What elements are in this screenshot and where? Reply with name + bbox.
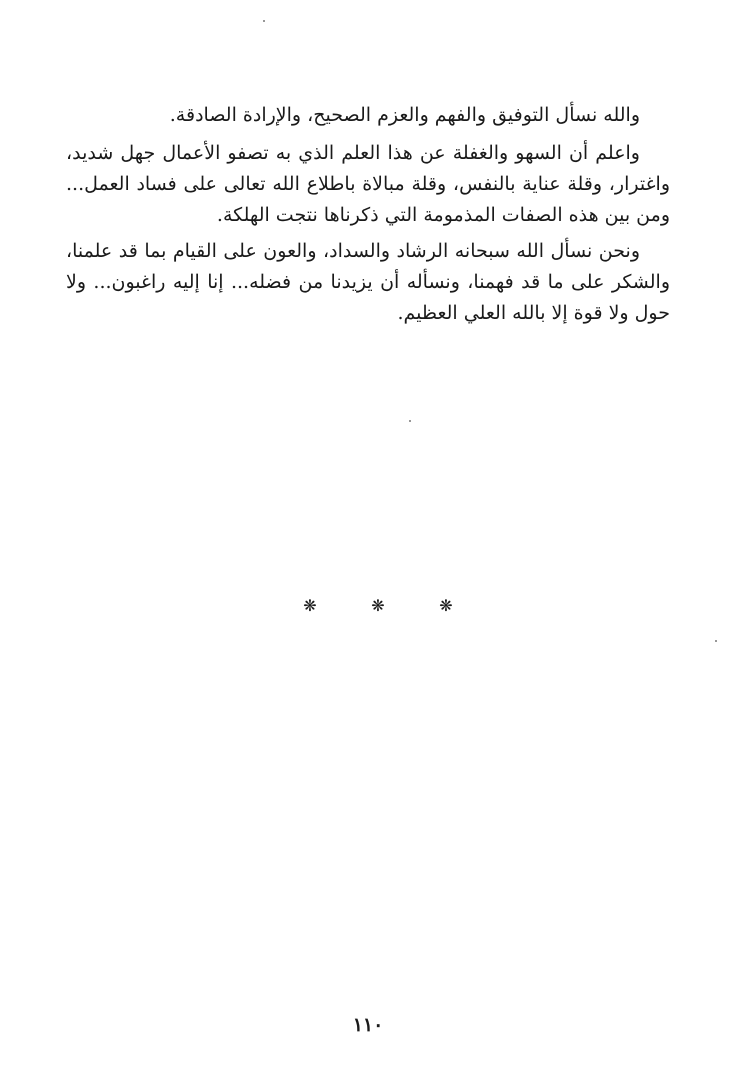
section-separator (300, 596, 456, 615)
scan-speck (715, 640, 717, 642)
paragraph-1: والله نسأل التوفيق والفهم والعزم الصحيح، والإرادة الصادقة. (169, 104, 640, 126)
paragraph-2-block (66, 138, 670, 231)
separator-star-3: ❋ (303, 596, 317, 615)
paragraph-1-block (66, 100, 670, 131)
separator-star-2: ❋ (371, 596, 385, 615)
paragraph-3-block (66, 236, 670, 329)
page-number: ١١٠ (352, 1014, 384, 1036)
paragraph-3: ونحن نسأل الله سبحانه الرشاد والسداد، والعون على القيام بما قد علمنا، والشكر على ما قد فهمنا، ونسأله أن يزيدنا من فضله... إنا إليه راغبون... ولا حول ولا قوة إلا بالله العلي العظيم. (66, 240, 670, 324)
paragraph-2: واعلم أن السهو والغفلة عن هذا العلم الذي به تصفو الأعمال جهل شديد، واغترار، وقلة عناية بالنفس، وقلة مبالاة باطلاع الله تعالى على فساد العمل... ومن بين هذه الصفات المذمومة التي ذكرناها نتجت الهلكة. (66, 142, 670, 226)
scan-speck (263, 20, 265, 22)
scan-speck (409, 420, 411, 422)
separator-star-1: ❋ (439, 596, 453, 615)
